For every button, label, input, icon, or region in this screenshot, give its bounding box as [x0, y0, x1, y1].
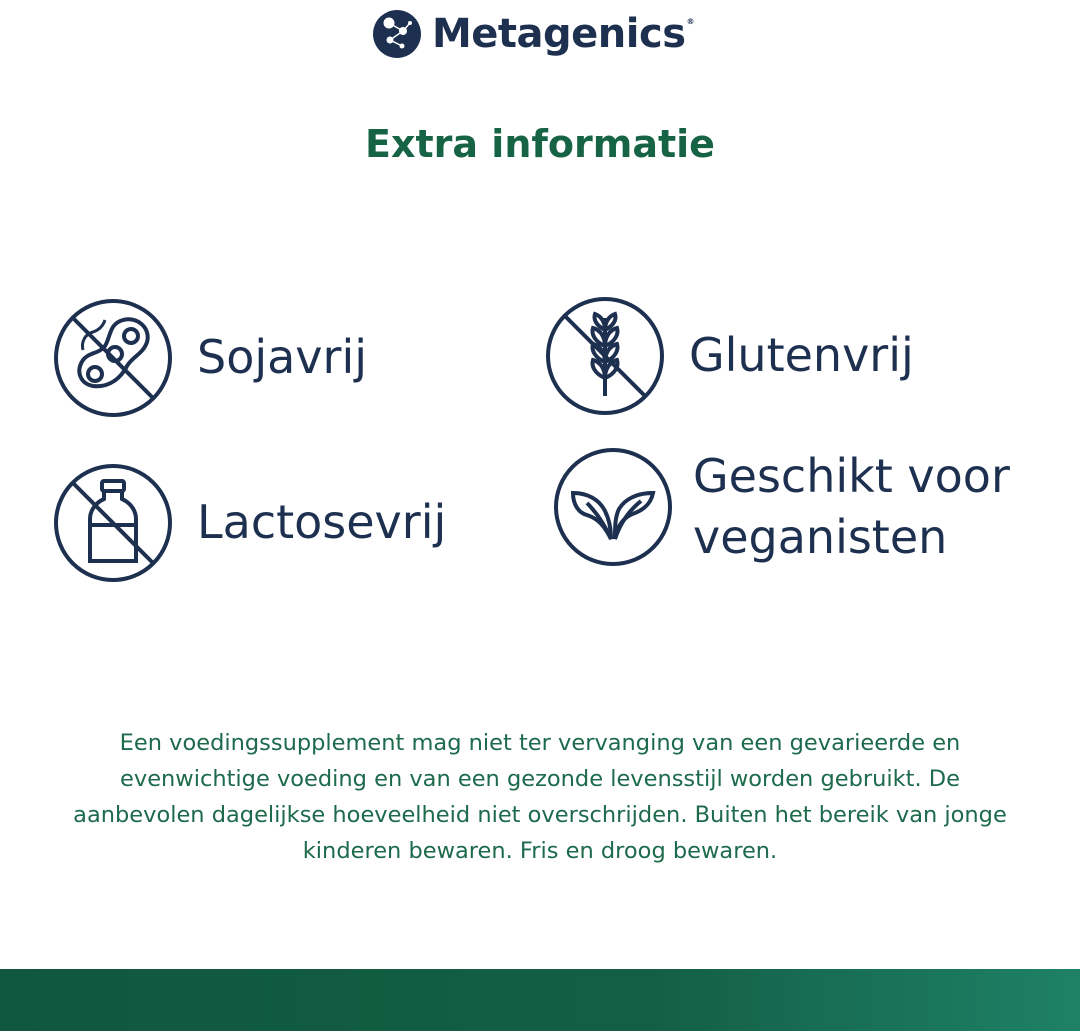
feature-label-lactose-free: Lactosevrij — [197, 495, 447, 550]
feature-soy-free — [53, 298, 367, 418]
feature-label-gluten-free: Glutenvrij — [689, 328, 914, 383]
feature-gluten-free — [545, 296, 914, 416]
footer-band — [0, 969, 1080, 1031]
brand-name: Metagenics® — [432, 11, 695, 57]
disclaimer-text: Een voedingssupplement mag niet ter vervanging van een gevarieerde en evenwichtige voeding en van een gezonde levensstijl worden gebruikt. De aanbevolen dagelijkse hoeveelheid niet overschrijden. Buiten het bereik van jonge kinderen bewaren. Fris en droog bewaren. — [73, 730, 1007, 864]
feature-vegan — [553, 446, 1010, 568]
vegan-leaf-icon — [553, 447, 673, 567]
registered-mark: ® — [686, 17, 695, 26]
no-lactose-icon — [53, 463, 173, 583]
feature-lactose-free — [53, 463, 446, 583]
feature-label-vegan: Geschikt voor veganisten — [693, 449, 1010, 565]
no-gluten-icon — [545, 296, 665, 416]
metagenics-logo-icon — [372, 9, 422, 59]
feature-label-soy-free: Sojavrij — [197, 330, 368, 385]
page-title: Extra informatie — [365, 122, 715, 166]
no-soy-icon — [53, 298, 173, 418]
brand-logo — [372, 6, 694, 62]
